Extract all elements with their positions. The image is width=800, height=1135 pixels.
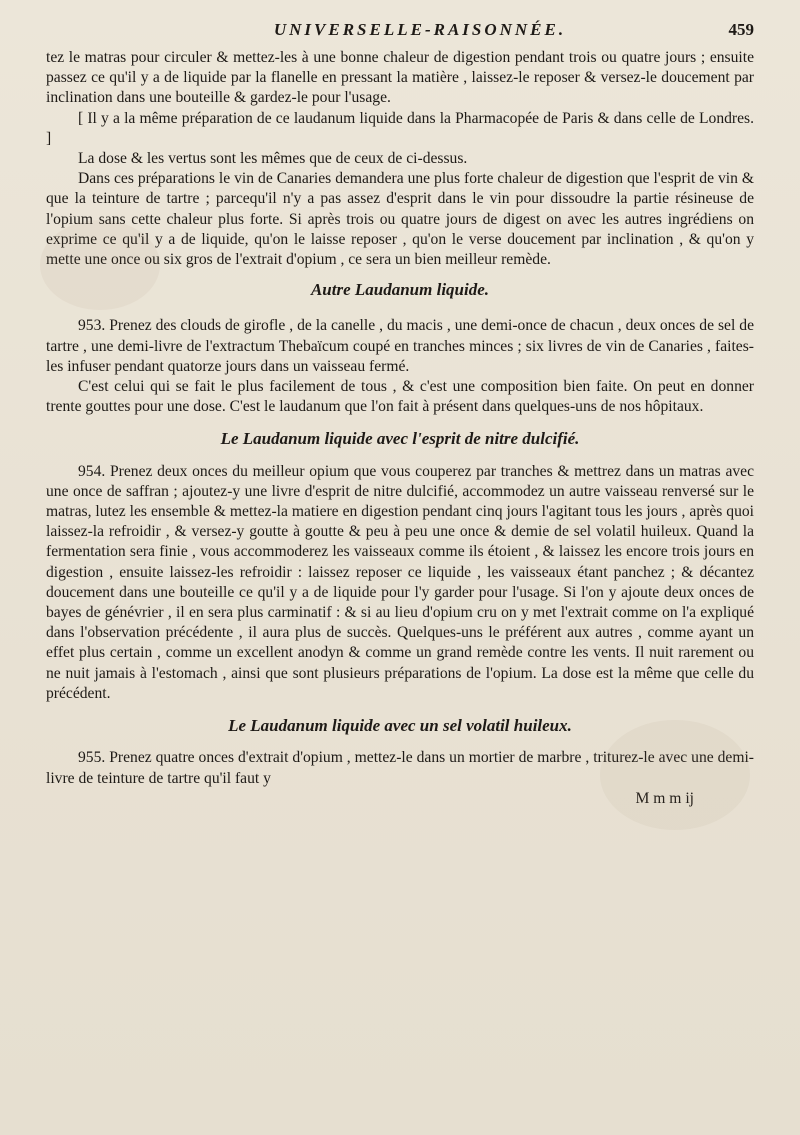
running-head	[46, 20, 754, 48]
running-title: UNIVERSELLE-RAISONNÉE.	[273, 20, 567, 39]
section-heading: Autre Laudanum liquide.	[310, 280, 490, 300]
paragraph: La dose & les vertus sont les mêmes que de ceux de ci-dessus.	[78, 150, 468, 168]
paragraph: [ Il y a la même préparation de ce laudanum liquide dans la Pharmacopée de Paris & dans celle de Londres. ]	[46, 109, 754, 147]
page-body	[46, 48, 754, 789]
section-heading: Le Laudanum liquide avec l'esprit de nitre dulcifié.	[220, 429, 580, 449]
paragraph: C'est celui qui se fait le plus facilement de tous , & c'est une composition bien faite. On peut en donner trente gouttes pour une dose. C'est le laudanum que l'on fait à présent dans quelques-uns de nos hôpitaux.	[46, 378, 754, 416]
section-heading: Le Laudanum liquide avec un sel volatil huileux.	[228, 716, 572, 736]
paragraph: Dans ces préparations le vin de Canaries demandera une plus forte chaleur de digestion que l'esprit de vin & que la teinture de tartre ; parcequ'il n'y a pas assez d'esprit dans le vin pour dissoudre la partie résineuse de l'opium sans cette chaleur plus forte. Si après trois ou quatre jours de digest on avec les autres ingrédiens on exprime ce qu'il y a de liquide, qu'on le laisse reposer , qu'on le verse doucement par inclination , & qu'on y mette une once ou six gros de l'extrait d'opium , ce sera un bien meilleur remède.	[46, 170, 754, 269]
paragraph: 953. Prenez des clouds de girofle , de la canelle , du macis , une demi-once de chacun , deux onces de sel de tartre , une demi-livre de l'extractum Thebaïcum coupé en tranches minces ; six livres de vin de Canaries , faites-les infuser pendant quatorze jours dans un vaisseau fermé.	[46, 317, 754, 375]
signature-mark: M m m ij	[635, 789, 694, 807]
paragraph: 954. Prenez deux onces du meilleur opium que vous couperez par tranches & mettrez dans un matras avec une once de saffran ; ajoutez-y une livre d'esprit de nitre dulcifié, accommodez un autre vaisseau renversé sur le matras, lutez les ensemble & mettez-la matiere en digestion pendant cinq jours l'agitant tous les jours , après quoi laissez-la refroidir , & versez-y goutte à goutte & peu à peu une once & demie de sel volatil huileux. Quand la fermentation sera finie , vous accommoderez les vaisseaux comme ils étoient , & laissez les encore trois jours en digestion , ensuite laissez-les refroidir : laissez reposer ce liquide , les vaisseaux étant panchez ; & décantez doucement dans une bouteille ce qu'il y a de liquide pour l'y garder pour l'usage. Si l'on y ajoute deux onces de bayes de génévrier , il en sera plus carminatif : & si au lieu d'opium cru on y met l'extrait comme on l'a expliqué dans l'observation précédente , il aura plus de succès. Quelques-uns le préférent aux autres , comme ayant un effet plus certain , comme un excellent anodyn & comme un grand remède contre les vents. Il nuit rarement ou ne nuit jamais à l'estomach , ainsi que sont plusieurs préparations de l'opium. La dose est la même que celle du précédent.	[46, 462, 754, 702]
paragraph: 955. Prenez quatre onces d'extrait d'opium , mettez-le dans un mortier de marbre , triturez-le avec une demi-livre de teinture de tartre qu'il faut y	[46, 749, 754, 787]
page-number: 459	[728, 20, 754, 39]
paragraph: tez le matras pour circuler & mettez-les à une bonne chaleur de digestion pendant trois ou quatre jours ; ensuite passez ce qu'il y a de liquide par la flanelle en pressant la matière , laissez-le reposer & versez-le doucement par inclination dans une bouteille & gardez-le pour l'usage.	[46, 49, 754, 107]
